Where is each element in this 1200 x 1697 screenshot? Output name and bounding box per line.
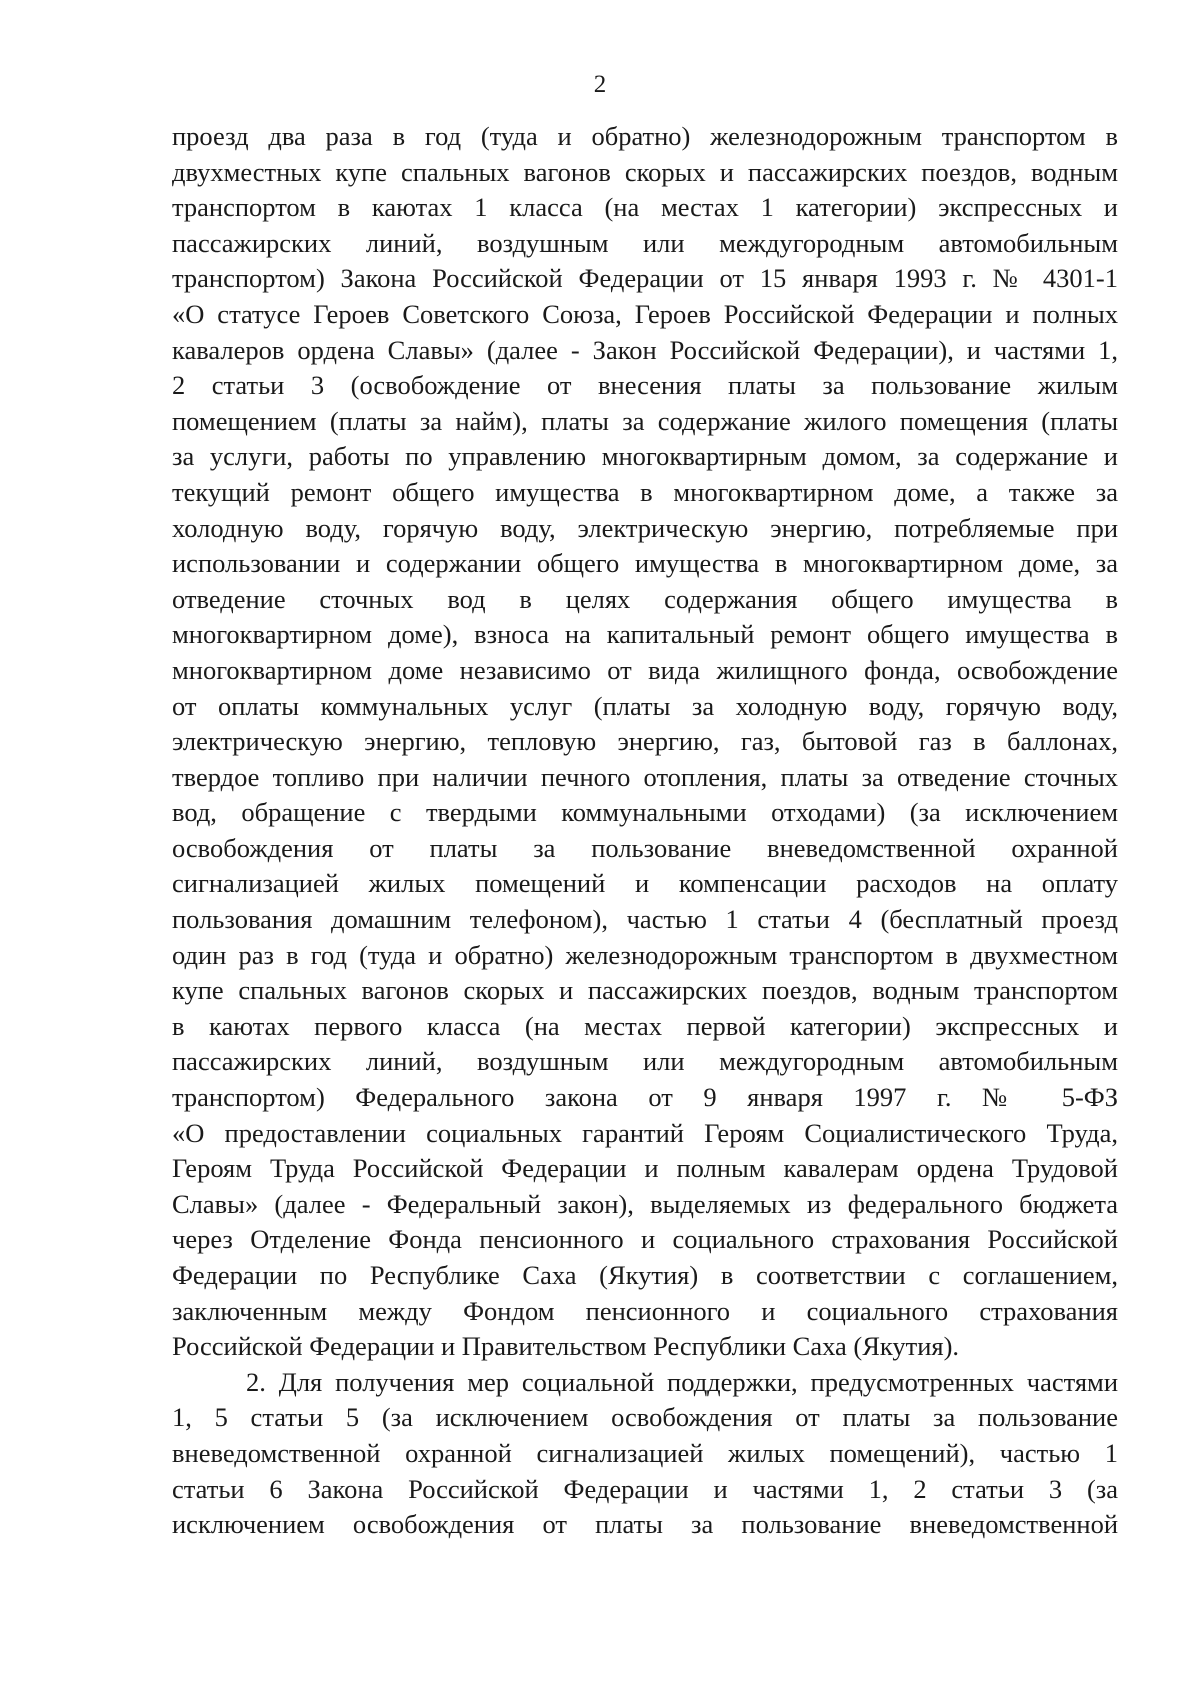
text-line: многоквартирном доме), взноса на капитальный ремонт общего имущества в (172, 619, 1118, 650)
text-line: двухместных купе спальных вагонов скорых и пассажирских поездов, водным (172, 156, 1118, 187)
text-line: один раз в год (туда и обратно) железнодорожным транспортом в двухместном (172, 939, 1118, 970)
text-line: отведение сточных вод в целях содержания общего имущества в (172, 583, 1118, 614)
text-line: транспортом) Закона Российской Федерации от 15 января 1993 г. № 4301-1 (172, 263, 1118, 294)
text-line: исключением освобождения от платы за пользование вневедомственной (172, 1509, 1118, 1540)
text-line: многоквартирном доме независимо от вида жилищного фонда, освобождение (172, 654, 1118, 685)
text-line: освобождения от платы за пользование вневедомственной охранной (172, 832, 1118, 863)
text-line: сигнализацией жилых помещений и компенсации расходов на оплату (172, 868, 1118, 899)
text-line: 1, 5 статьи 5 (за исключением освобождения от платы за пользование (172, 1402, 1118, 1433)
text-line: купе спальных вагонов скорых и пассажирских поездов, водным транспортом (172, 975, 1118, 1006)
text-line: 2. Для получения мер социальной поддержки, предусмотренных частями (246, 1366, 1118, 1397)
text-line: проезд два раза в год (туда и обратно) железнодорожным транспортом в (172, 121, 1118, 151)
text-line: Героям Труда Российской Федерации и полным кавалерам ордена Трудовой (172, 1153, 1118, 1184)
text-line: Федерации по Республике Саха (Якутия) в соответствии с соглашением, (172, 1260, 1118, 1290)
text-line: 2 статьи 3 (освобождение от внесения платы за пользование жилым (172, 370, 1118, 401)
text-line: пользования домашним телефоном), частью 1 статьи 4 (бесплатный проезд (172, 904, 1118, 935)
text-line: пассажирских линий, воздушным или междугородным автомобильным (172, 227, 1118, 258)
text-line: через Отделение Фонда пенсионного и социального страхования Российской (172, 1224, 1118, 1255)
body-text (172, 119, 1118, 1543)
text-line: «О статусе Героев Советского Союза, Героев Российской Федерации и полных (172, 298, 1118, 329)
text-line: заключенным между Фондом пенсионного и социального страхования (172, 1295, 1118, 1326)
text-line: пассажирских линий, воздушным или междугородным автомобильным (172, 1046, 1118, 1077)
text-line: помещением (платы за найм), платы за содержание жилого помещения (платы (172, 405, 1118, 436)
text-line: транспортом в каютах 1 класса (на местах 1 категории) экспрессных и (172, 192, 1118, 223)
text-line: Российской Федерации и Правительством Республики Саха (Якутия). (172, 1331, 960, 1362)
text-line: использовании и содержании общего имущества в многоквартирном доме, за (172, 548, 1118, 579)
text-line: твердое топливо при наличии печного отопления, платы за отведение сточных (172, 761, 1118, 792)
text-line: за услуги, работы по управлению многоквартирным домом, за содержание и (172, 441, 1118, 472)
text-line: «О предоставлении социальных гарантий Героям Социалистического Труда, (172, 1117, 1118, 1148)
text-line: вод, обращение с твердыми коммунальными отходами) (за исключением (172, 797, 1118, 828)
text-line: кавалеров ордена Славы» (далее - Закон Российской Федерации), и частями 1, (172, 334, 1118, 365)
text-line: электрическую энергию, тепловую энергию, газ, бытовой газ в баллонах, (172, 726, 1118, 757)
page-number: 2 (593, 71, 607, 98)
text-line: текущий ремонт общего имущества в многоквартирном доме, а также за (172, 476, 1118, 507)
text-line: от оплаты коммунальных услуг (платы за холодную воду, горячую воду, (172, 690, 1118, 721)
text-line: холодную воду, горячую воду, электрическую энергию, потребляемые при (172, 512, 1118, 543)
text-line: Славы» (далее - Федеральный закон), выделяемых из федерального бюджета (172, 1188, 1118, 1219)
text-line: статьи 6 Закона Российской Федерации и частями 1, 2 статьи 3 (за (172, 1473, 1118, 1504)
text-line: вневедомственной охранной сигнализацией жилых помещений), частью 1 (172, 1437, 1118, 1468)
text-line: транспортом) Федерального закона от 9 января 1997 г. № 5-ФЗ (172, 1082, 1118, 1113)
text-line: в каютах первого класса (на местах первой категории) экспрессных и (172, 1010, 1118, 1041)
